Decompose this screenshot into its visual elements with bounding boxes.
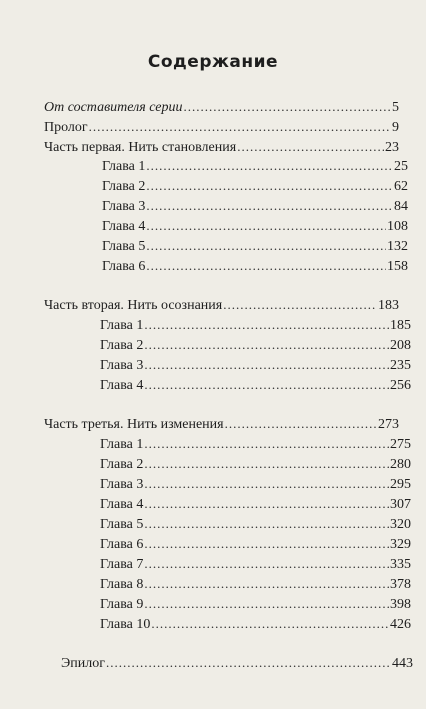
toc-entry bbox=[100, 456, 411, 473]
toc-entry bbox=[100, 536, 411, 553]
toc-dot-leader bbox=[144, 596, 389, 612]
page-title: Содержание bbox=[147, 52, 279, 72]
toc-entry-page-number: 426 bbox=[390, 617, 411, 632]
toc-entry-label: Глава 5 bbox=[100, 517, 144, 532]
toc-dot-leader bbox=[89, 119, 391, 135]
toc-entry bbox=[100, 317, 411, 334]
toc-entry-page-number: 295 bbox=[390, 477, 411, 492]
toc-entry-label: Пролог bbox=[44, 120, 88, 135]
toc-entry-page-number: 256 bbox=[390, 378, 411, 393]
toc-entry-page-number: 280 bbox=[390, 457, 411, 472]
toc-entry-page-number: 329 bbox=[390, 537, 411, 552]
toc-dot-leader bbox=[144, 476, 389, 492]
toc-entry-page-number: 183 bbox=[378, 298, 399, 313]
toc-dot-leader bbox=[144, 436, 389, 452]
toc-entry bbox=[100, 576, 411, 593]
toc-entry bbox=[100, 337, 411, 354]
toc-entry-label: Глава 5 bbox=[102, 239, 146, 254]
toc-dot-leader bbox=[144, 496, 389, 512]
toc-entry-label: Глава 9 bbox=[100, 597, 144, 612]
toc-entry-page-number: 335 bbox=[390, 557, 411, 572]
toc-dot-leader bbox=[225, 416, 377, 432]
toc-entry-page-number: 398 bbox=[390, 597, 411, 612]
toc-entry-page-number: 158 bbox=[387, 259, 408, 274]
toc-entry-label: Глава 3 bbox=[102, 199, 146, 214]
toc-entry-page-number: 5 bbox=[392, 100, 399, 115]
toc-entry-label: Глава 2 bbox=[100, 457, 144, 472]
toc-entry-label: Глава 1 bbox=[100, 437, 144, 452]
toc-dot-leader bbox=[144, 516, 389, 532]
toc-dot-leader bbox=[151, 616, 389, 632]
toc-entry bbox=[44, 416, 399, 433]
toc-entry-label: Глава 4 bbox=[100, 497, 144, 512]
toc-entry-label: От составителя серии bbox=[44, 100, 183, 115]
toc-entry-page-number: 320 bbox=[390, 517, 411, 532]
toc-entry-label: Глава 4 bbox=[100, 378, 144, 393]
toc-entry-label: Часть вторая. Нить осознания bbox=[44, 298, 223, 313]
toc-entry-label: Глава 8 bbox=[100, 577, 144, 592]
toc-dot-leader bbox=[146, 258, 386, 274]
toc-entry-label: Глава 4 bbox=[102, 219, 146, 234]
toc-entry bbox=[44, 297, 399, 314]
toc-entry bbox=[100, 377, 411, 394]
toc-dot-leader bbox=[144, 357, 389, 373]
toc-entry-page-number: 443 bbox=[392, 656, 413, 671]
toc-entry-page-number: 23 bbox=[385, 140, 399, 155]
toc-entry bbox=[102, 158, 408, 175]
toc-dot-leader bbox=[144, 317, 389, 333]
toc-dot-leader bbox=[146, 178, 393, 194]
toc-entry-page-number: 62 bbox=[394, 179, 408, 194]
toc-entry bbox=[100, 616, 411, 633]
toc-entry bbox=[100, 357, 411, 374]
toc-entry-page-number: 378 bbox=[390, 577, 411, 592]
toc-entry bbox=[100, 596, 411, 613]
toc-entry-label: Глава 1 bbox=[100, 318, 144, 333]
toc-entry-page-number: 84 bbox=[394, 199, 408, 214]
toc-entry bbox=[44, 99, 399, 116]
toc-entry-label: Глава 6 bbox=[100, 537, 144, 552]
toc-entry-label: Глава 10 bbox=[100, 617, 151, 632]
toc-dot-leader bbox=[144, 556, 389, 572]
toc-entry-page-number: 185 bbox=[390, 318, 411, 333]
toc-entry-page-number: 9 bbox=[392, 120, 399, 135]
toc-entry-label: Глава 3 bbox=[100, 358, 144, 373]
toc-entry-label: Глава 1 bbox=[102, 159, 146, 174]
toc-entry bbox=[44, 139, 399, 156]
toc-entry bbox=[100, 496, 411, 513]
toc-entry-page-number: 307 bbox=[390, 497, 411, 512]
toc-entry-label: Часть третья. Нить изменения bbox=[44, 417, 224, 432]
toc-entry-page-number: 25 bbox=[394, 159, 408, 174]
toc-entry-page-number: 132 bbox=[387, 239, 408, 254]
toc-entry bbox=[102, 238, 408, 255]
toc-entry bbox=[44, 119, 399, 136]
toc-entry-label: Часть первая. Нить становления bbox=[44, 140, 237, 155]
toc-dot-leader bbox=[144, 377, 389, 393]
toc-dot-leader bbox=[237, 139, 384, 155]
toc-dot-leader bbox=[146, 218, 386, 234]
toc-entry bbox=[100, 556, 411, 573]
toc-entry bbox=[102, 258, 408, 275]
toc-dot-leader bbox=[106, 655, 391, 671]
toc-dot-leader bbox=[144, 576, 389, 592]
toc-entry bbox=[100, 516, 411, 533]
toc-entry-page-number: 208 bbox=[390, 338, 411, 353]
toc-entry-page-number: 108 bbox=[387, 219, 408, 234]
toc-dot-leader bbox=[144, 456, 389, 472]
toc-dot-leader bbox=[223, 297, 377, 313]
toc-entry-label: Глава 6 bbox=[102, 259, 146, 274]
toc-dot-leader bbox=[144, 337, 389, 353]
toc-dot-leader bbox=[146, 158, 393, 174]
toc-dot-leader bbox=[146, 238, 386, 254]
toc-dot-leader bbox=[144, 536, 389, 552]
toc-entry bbox=[102, 198, 408, 215]
toc-entry-label: Глава 7 bbox=[100, 557, 144, 572]
toc-dot-leader bbox=[184, 99, 392, 115]
toc-entry bbox=[61, 655, 413, 672]
toc-entry-label: Глава 2 bbox=[100, 338, 144, 353]
toc-entry-page-number: 273 bbox=[378, 417, 399, 432]
toc-entry bbox=[100, 436, 411, 453]
toc-entry bbox=[102, 218, 408, 235]
toc-entry-label: Глава 2 bbox=[102, 179, 146, 194]
toc-entry-page-number: 275 bbox=[390, 437, 411, 452]
toc-entry bbox=[100, 476, 411, 493]
toc-dot-leader bbox=[146, 198, 393, 214]
toc-entry bbox=[102, 178, 408, 195]
toc-entry-page-number: 235 bbox=[390, 358, 411, 373]
toc-entry-label: Эпилог bbox=[61, 656, 105, 671]
toc-entry-label: Глава 3 bbox=[100, 477, 144, 492]
